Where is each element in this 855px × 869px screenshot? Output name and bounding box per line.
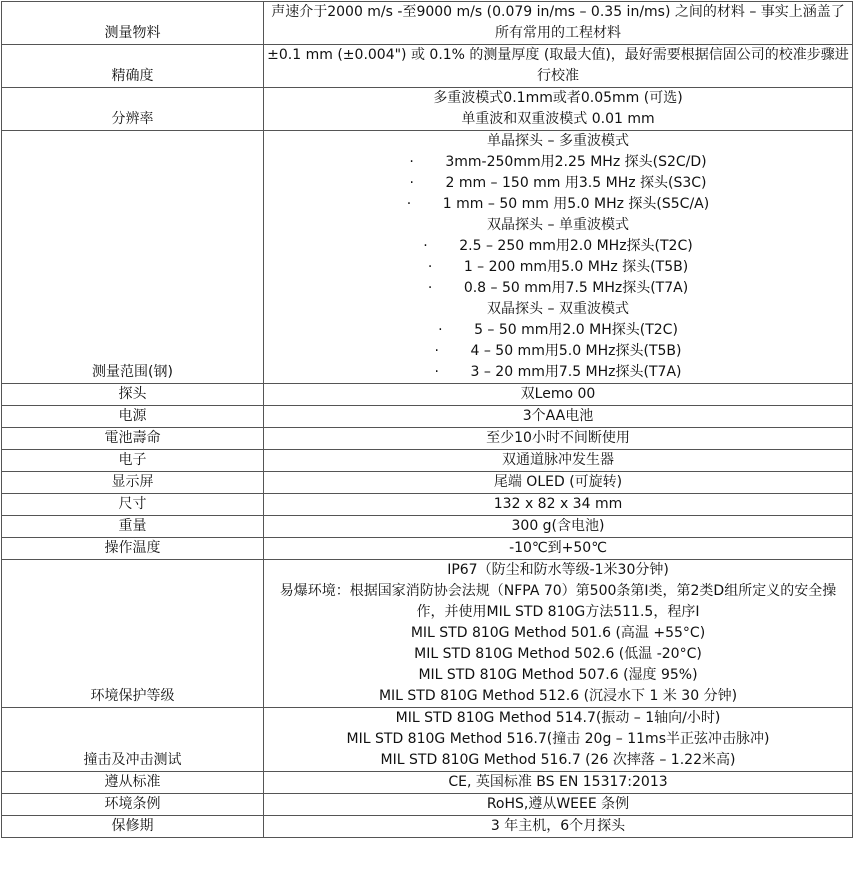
bullet-dot: · (434, 343, 439, 359)
section-heading: 双晶探头 – 双重波模式 (487, 301, 629, 317)
row-value (264, 2, 853, 45)
spec-row-shock-test (2, 708, 853, 772)
bullet-text: 2 mm – 150 mm 用3.5 MHz 探头(S3C) (445, 175, 707, 191)
section-heading: 双晶探头 – 单重波模式 (487, 217, 629, 233)
value-line (266, 299, 850, 320)
value-line: MIL STD 810G Method 507.6 (湿度 95%) (418, 667, 698, 683)
bullet-text: 5 – 50 mm用2.0 MH探头(T2C) (474, 322, 678, 338)
value-line: 3个AA电池 (522, 408, 594, 424)
value-line: 3 年主机，6个月探头 (490, 818, 626, 834)
spec-row-battery-life (2, 428, 853, 450)
spec-row-probe (2, 384, 853, 406)
row-label: 精确度 (2, 45, 264, 88)
spec-row-display (2, 472, 853, 494)
value-line: 尾端 OLED (可旋转) (493, 474, 623, 490)
value-line: 单重波和双重波模式 0.01 mm (461, 111, 655, 127)
row-label: 电子 (2, 450, 264, 472)
row-value (264, 708, 853, 772)
row-value (264, 494, 853, 516)
spec-row-accuracy (2, 45, 853, 88)
value-line: 132 x 82 x 34 mm (493, 496, 623, 512)
row-label: 测量物料 (2, 2, 264, 45)
row-label: 撞击及冲击测试 (2, 708, 264, 772)
value-line: 双Lemo 00 (520, 386, 596, 402)
spec-row-electronics (2, 450, 853, 472)
value-line: MIL STD 810G Method 512.6 (沉浸水下 1 米 30 分钟) (378, 688, 738, 704)
value-line: MIL STD 810G Method 501.6 (高温 +55°C) (410, 625, 706, 641)
value-line: MIL STD 810G Method 514.7(振动 – 1轴向/小时) (395, 710, 721, 726)
spec-row-material (2, 2, 853, 45)
value-line: MIL STD 810G Method 516.7 (26 次摔落 – 1.22米高) (380, 752, 736, 768)
spec-row-operating-temp (2, 538, 853, 560)
row-value (264, 560, 853, 708)
row-value (264, 516, 853, 538)
row-value (264, 472, 853, 494)
value-line (266, 152, 850, 173)
value-line (266, 278, 850, 299)
row-value (264, 428, 853, 450)
row-label: 尺寸 (2, 494, 264, 516)
bullet-text: 3 – 20 mm用7.5 MHz探头(T7A) (470, 364, 682, 380)
row-label: 重量 (2, 516, 264, 538)
row-label: 遵从标准 (2, 772, 264, 794)
spec-table (1, 1, 853, 838)
value-line: 声速介于2000 m/s -至9000 m/s (0.079 in/ms – 0.35 in/ms) 之间的材料 – 事实上涵盖了所有常用的工程材料 (271, 4, 845, 41)
section-heading: 单晶探头 – 多重波模式 (487, 133, 629, 149)
spec-row-power (2, 406, 853, 428)
bullet-dot: · (438, 322, 443, 338)
bullet-dot: · (427, 259, 433, 275)
value-line: 至少10小时不间断使用 (486, 430, 630, 446)
row-label: 電池壽命 (2, 428, 264, 450)
bullet-dot: · (409, 175, 414, 191)
spec-row-environmental-regulation (2, 794, 853, 816)
value-line (266, 194, 850, 215)
row-label: 分辨率 (2, 88, 264, 131)
value-line: MIL STD 810G Method 502.6 (低温 -20°C) (414, 646, 702, 662)
value-line (266, 131, 850, 152)
value-line: 双通道脉冲发生器 (502, 452, 614, 468)
row-label: 显示屏 (2, 472, 264, 494)
row-label: 探头 (2, 384, 264, 406)
value-line: IP67（防尘和防水等级-1米30分钟) (447, 562, 669, 578)
bullet-dot: · (427, 280, 433, 296)
spec-row-weight (2, 516, 853, 538)
row-label: 环境条例 (2, 794, 264, 816)
row-label: 测量范围(钢) (2, 131, 264, 384)
spec-row-resolution (2, 88, 853, 131)
value-line (266, 341, 850, 362)
row-value (264, 45, 853, 88)
bullet-text: 3mm-250mm用2.25 MHz 探头(S2C/D) (445, 154, 707, 170)
row-value (264, 772, 853, 794)
spec-row-range (2, 131, 853, 384)
value-line: RoHS,遵从WEEE 条例 (486, 796, 630, 812)
spec-row-compliance (2, 772, 853, 794)
bullet-dot: · (409, 154, 414, 170)
row-value (264, 538, 853, 560)
spec-row-environmental-rating (2, 560, 853, 708)
value-line: 多重波模式0.1mm或者0.05mm (可选) (433, 90, 683, 106)
spec-row-warranty (2, 816, 853, 838)
bullet-text: 4 – 50 mm用5.0 MHz探头(T5B) (470, 343, 682, 359)
row-value (264, 88, 853, 131)
row-value (264, 794, 853, 816)
bullet-dot: · (423, 238, 428, 254)
row-value (264, 384, 853, 406)
bullet-dot: · (434, 364, 439, 380)
value-line: -10℃到+50℃ (509, 540, 607, 556)
spec-row-size (2, 494, 853, 516)
value-line: 300 g(含电池) (511, 518, 605, 534)
row-label: 环境保护等级 (2, 560, 264, 708)
row-value (264, 450, 853, 472)
bullet-text: 0.8 – 50 mm用7.5 MHz探头(T7A) (463, 280, 689, 296)
value-line: CE, 英国标准 BS EN 15317:2013 (448, 774, 668, 790)
value-line: ±0.1 mm (±0.004") 或 0.1% 的测量厚度 (取最大值)，最好需要根据信固公司的校准步骤进行校准 (267, 47, 849, 84)
value-line (266, 362, 850, 383)
row-value (264, 816, 853, 838)
row-label: 保修期 (2, 816, 264, 838)
value-line (266, 320, 850, 341)
bullet-text: 1 mm – 50 mm 用5.0 MHz 探头(S5C/A) (442, 196, 710, 212)
row-label: 电源 (2, 406, 264, 428)
value-line: MIL STD 810G Method 516.7(撞击 20g – 11ms半正弦冲击脉冲) (346, 731, 770, 747)
bullet-text: 2.5 – 250 mm用2.0 MHz探头(T2C) (459, 238, 693, 254)
row-label: 操作温度 (2, 538, 264, 560)
row-value (264, 406, 853, 428)
value-line: 易爆环境：根据国家消防协会法规（NFPA 70）第500条第I类，第2类D组所定义的安全操作，并使用MIL STD 810G方法511.5，程序I (279, 583, 837, 620)
value-line (266, 215, 850, 236)
bullet-dot: · (406, 196, 412, 212)
bullet-text: 1 – 200 mm用5.0 MHz 探头(T5B) (463, 259, 689, 275)
value-line (266, 173, 850, 194)
value-line (266, 236, 850, 257)
value-line (266, 257, 850, 278)
row-value (264, 131, 853, 384)
